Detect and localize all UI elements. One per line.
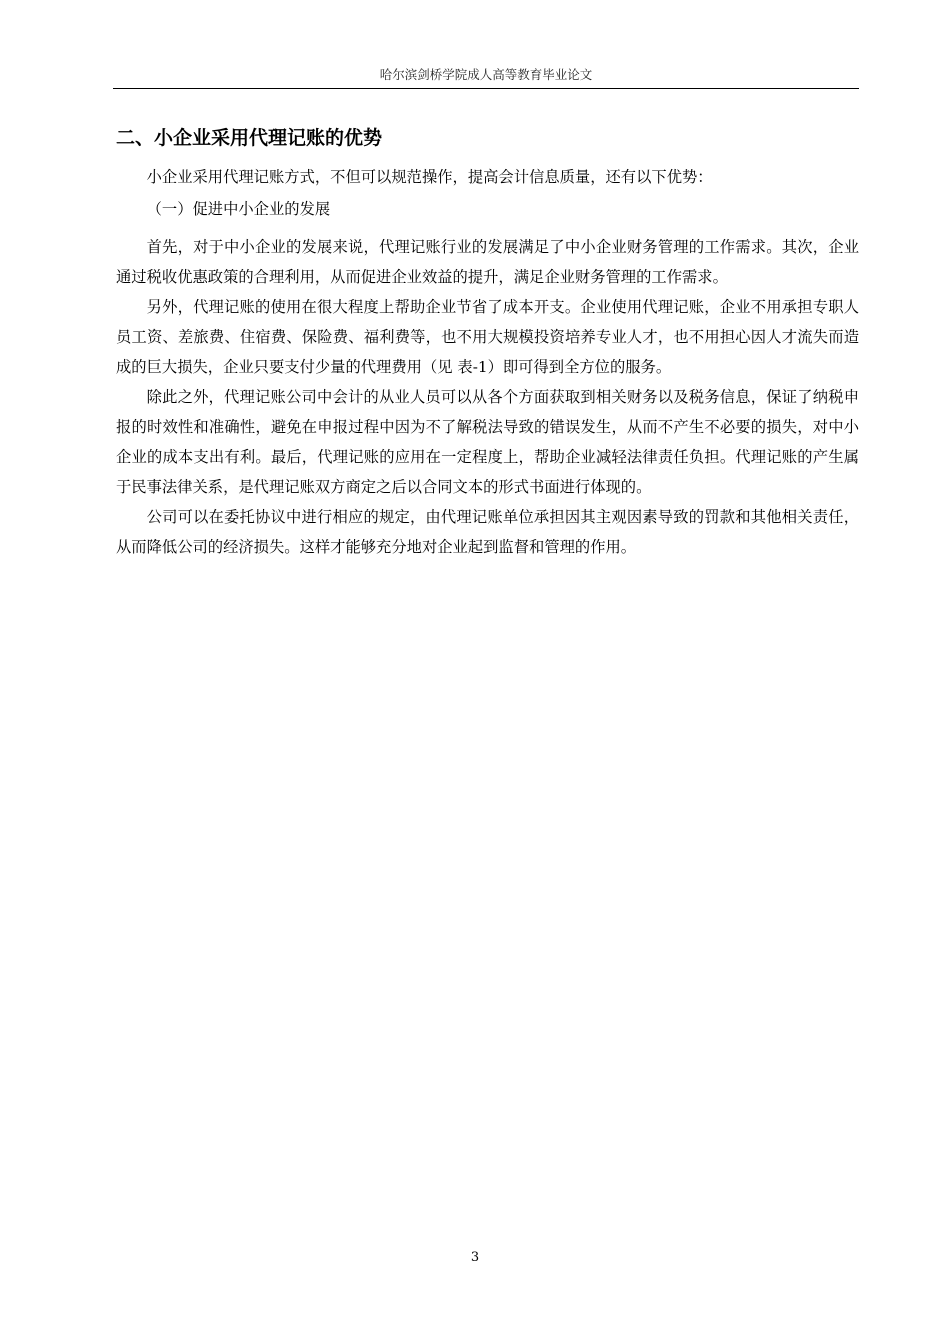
intro-paragraph: 小企业采用代理记账方式，不但可以规范操作，提高会计信息质量，还有以下优势： xyxy=(146,168,713,186)
page-number: 3 xyxy=(470,1250,480,1265)
body-paragraph-3: 除此之外，代理记账公司中会计的从业人员可以从各个方面获取到相关财务以及税务信息，保证了纳税申报的时效性和准确性，避免在申报过程中因为不了解税法导致的错误发生，从而不产生不必要的损失，对中小企业的成本支出有利。最后，代理记账的应用在一定程度上，帮助企业减轻法律责任负担。代理记账的产生属于民事法律关系，是代理记账双方商定之后以合同文本的形式书面进行体现的。 xyxy=(116,388,859,496)
header-text: 哈尔滨剑桥学院成人高等教育毕业论文 xyxy=(379,67,593,82)
page-header xyxy=(113,62,859,89)
section-title: 二、小企业采用代理记账的优势 xyxy=(116,127,383,149)
subheading: （一）促进中小企业的发展 xyxy=(146,200,331,218)
body-paragraph-1: 首先，对于中小企业的发展来说，代理记账行业的发展满足了中小企业财务管理的工作需求。其次，企业通过税收优惠政策的合理利用，从而促进企业效益的提升，满足企业财务管理的工作需求。 xyxy=(116,238,859,286)
body-paragraph-2: 另外，代理记账的使用在很大程度上帮助企业节省了成本开支。企业使用代理记账，企业不用承担专职人员工资、差旅费、住宿费、保险费、福利费等，也不用大规模投资培养专业人才，也不用担心因人才流失而造成的巨大损失，企业只要支付少量的代理费用（见 表-1）即可得到全方位的服务。 xyxy=(116,298,859,376)
document-body xyxy=(116,120,859,562)
body-paragraph-4: 公司可以在委托协议中进行相应的规定，由代理记账单位承担因其主观因素导致的罚款和其他相关责任，从而降低公司的经济损失。这样才能够充分地对企业起到监督和管理的作用。 xyxy=(116,508,859,556)
